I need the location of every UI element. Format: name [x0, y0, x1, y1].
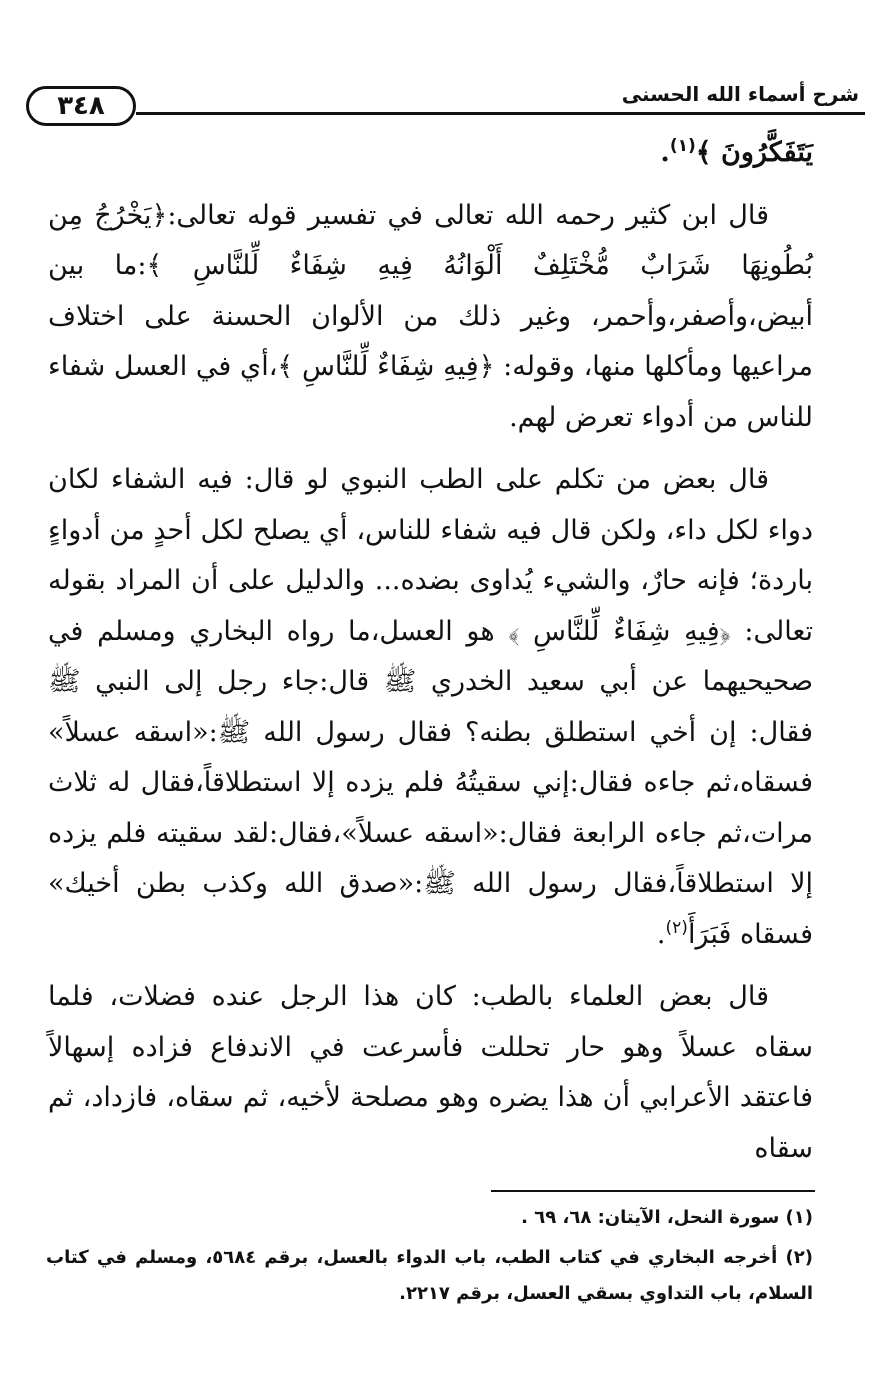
footnote-ref-2: (٢)	[665, 917, 688, 938]
paragraph-prophetic-medicine: قال بعض من تكلم على الطب النبوي لو قال: فيه الشفاء لكان دواء لكل داء، ولكن قال فيه شفاء للناس، أي يصلح لكل أحدٍ من أدواءٍ باردة؛ فإنه حارٌ، والشيء يُداوى بضده... والدليل على أن المراد بقوله تعالى: ﴿فِيهِ شِفَاءٌ لِّلنَّاسِ ﴾ هو العسل،ما رواه البخاري ومسلم في صحيحيهما عن أبي سعيد الخدري ﷺ قال:جاء رجل إلى النبي ﷺ فقال: إن أخي استطلق بطنه؟ فقال رسول الله ﷺ:«اسقه عسلاً» فسقاه،ثم جاءه فقال:إني سقيتُهُ فلم يزده إلا استطلاقاً،فقال له ثلاث مرات،ثم جاءه الرابعة فقال:«اسقه عسلاً»،فقال:لقد سقيته فلم يزده إلا استطلاقاً،فقال رسول الله ﷺ:«صدق الله وكذب بطن أخيك» فسقاه فَبَرَأَ$^{(٢)}$.	[48, 464, 813, 950]
footnote-2: (٢) أخرجه البخاري في كتاب الطب، باب الدواء بالعسل، برقم ٥٦٨٤، ومسلم في كتاب السلام، باب التداوي بسقي العسل، برقم ٢٢١٧.	[46, 1247, 813, 1304]
paragraph-scholars: قال بعض العلماء بالطب: كان هذا الرجل عنده فضلات، فلما سقاه عسلاً وهو حار تحللت فأسرعت في الاندفاع فزاده إسهالاً فاعتقد الأعرابي أن هذا يضره وهو مصلحة لأخيه، ثم سقاه، فازداد، ثم سقاه	[48, 981, 813, 1164]
verse-continuation: يَتَفَكَّرُونَ ﴾$^{(١)}$.	[660, 136, 813, 168]
verse-ending: يَتَفَكَّرُونَ ﴾	[695, 137, 813, 168]
hadith-text: قال بعض من تكلم على الطب النبوي لو قال: فيه الشفاء لكان دواء لكل داء، ولكن قال فيه شفاء للناس، أي يصلح لكل أحدٍ من أدواءٍ باردة؛ فإنه حارٌ، والشيء يُداوى بضده... والدليل على أن المراد بقوله تعالى: ﴿فِيهِ شِفَاءٌ لِّلنَّاسِ ﴾ هو العسل،ما رواه البخاري ومسلم في صحيحيهما عن أبي سعيد الخدري ﷺ قال:جاء رجل إلى النبي ﷺ فقال: إن أخي استطلق بطنه؟ فقال رسول الله ﷺ:«اسقه عسلاً» فسقاه،ثم جاءه فقال:إني سقيتُهُ فلم يزده إلا استطلاقاً،فقال له ثلاث مرات،ثم جاءه الرابعة فقال:«اسقه عسلاً»،فقال:لقد سقيته فلم يزده إلا استطلاقاً،فقال رسول الله ﷺ:«صدق الله وكذب بطن أخيك» فسقاه فَبَرَأَ	[48, 464, 813, 950]
footnotes	[46, 1200, 813, 1316]
page-number: ٣٤٨	[26, 86, 136, 126]
footnote-1: (١) سورة النحل، الآيتان: ٦٨، ٦٩ .	[521, 1207, 813, 1228]
header-rule	[136, 112, 865, 115]
footnote-ref-1: (١)	[669, 136, 696, 156]
main-text	[48, 128, 813, 1186]
running-header	[26, 78, 865, 126]
running-title: شرح أسماء الله الحسنى	[621, 82, 859, 106]
paragraph-ibn-kathir: قال ابن كثير رحمه الله تعالى في تفسير قوله تعالى:﴿يَخْرُجُ مِن بُطُونِهَا شَرَابٌ مُّخْتَلِفٌ أَلْوَانُهُ فِيهِ شِفَاءٌ لِّلنَّاسِ ﴾:ما بين أبيض،وأصفر،وأحمر، وغير ذلك من الألوان الحسنة على اختلاف مراعيها ومأكلها منها، وقوله: ﴿فِيهِ شِفَاءٌ لِّلنَّاسِ ﴾،أي في العسل شفاء للناس من أدواء تعرض لهم.	[48, 199, 813, 433]
footnote-separator	[491, 1190, 815, 1192]
